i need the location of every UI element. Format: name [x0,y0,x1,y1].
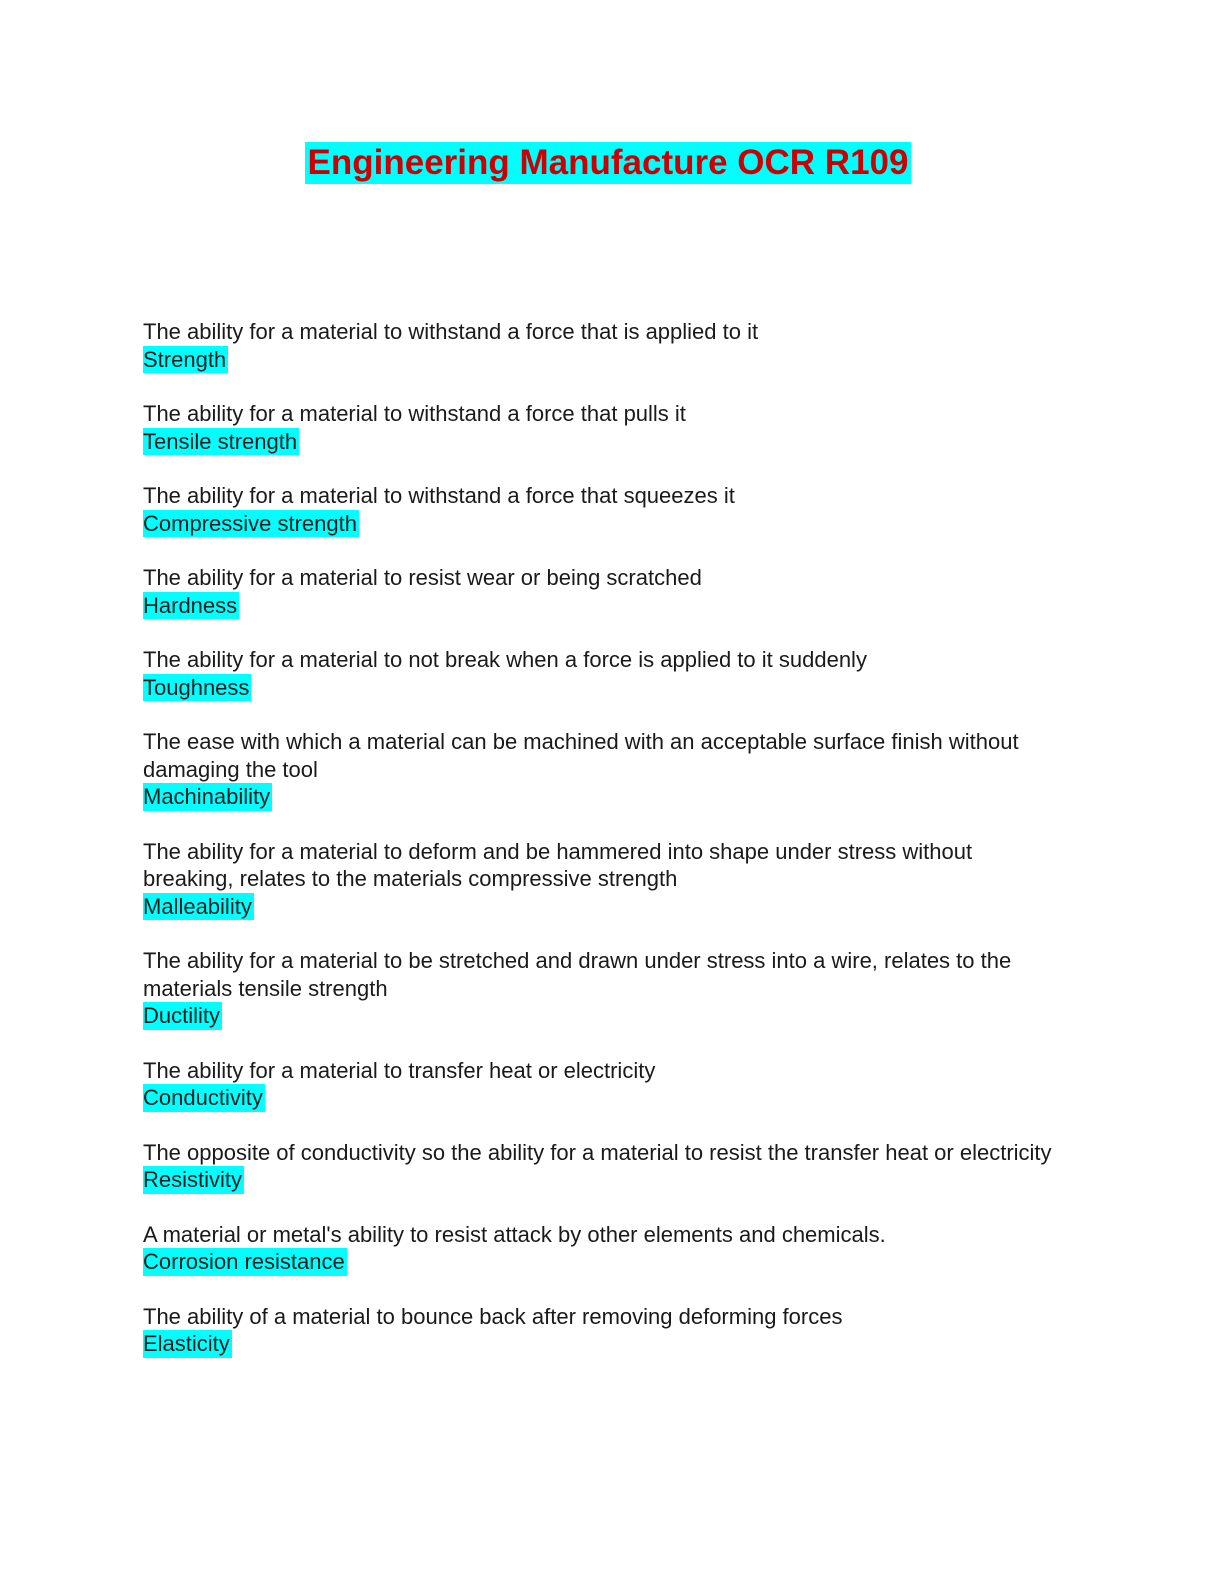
glossary-entry [143,728,1063,811]
glossary-entry [143,1221,1063,1276]
entry-definition: The ease with which a material can be machined with an acceptable surface finish without damaging the tool [143,729,1019,782]
glossary-entry [143,482,1063,537]
glossary-entry [143,646,1063,701]
title-container [0,142,1224,184]
entry-term: Elasticity [143,1331,230,1356]
entry-definition: The ability for a material to withstand a force that pulls it [143,401,686,426]
entry-term: Strength [143,346,227,372]
glossary-entry [143,1303,1063,1358]
entry-definition: The ability for a material to deform and be hammered into shape under stress without breaking, relates to the materials compressive strength [143,838,973,891]
glossary-entry [143,1139,1063,1194]
glossary-entry [143,318,1063,373]
entry-term: Tensile strength [143,428,298,454]
entry-definition: The ability for a material to be stretched and drawn under stress into a wire, relates to the materials tensile strength [143,948,1012,1001]
glossary-entry [143,400,1063,455]
entry-definition: The ability for a material to resist wear or being scratched [143,565,702,590]
glossary-entry [143,947,1063,1030]
glossary-entry [143,838,1063,921]
entry-definition: The ability for a material to withstand a force that squeezes it [143,483,735,508]
entry-definition: A material or metal's ability to resist attack by other elements and chemicals. [143,1221,886,1247]
entry-term: Conductivity [143,1085,263,1110]
entry-definition: The ability for a material to transfer heat or electricity [143,1057,656,1083]
entry-definition: The ability for a material to withstand a force that is applied to it [143,319,759,344]
entry-definition: The ability of a material to bounce back after removing deforming forces [143,1303,843,1329]
glossary-entry [143,1057,1063,1112]
document-title: Engineering Manufacture OCR R109 [305,142,912,184]
entry-term: Toughness [143,674,250,700]
entry-term: Machinability [143,784,271,809]
glossary-list [143,318,1063,1385]
entry-definition: The ability for a material to not break when a force is applied to it suddenly [143,647,867,672]
entry-term: Corrosion resistance [143,1249,345,1274]
entry-term: Compressive strength [143,510,357,536]
entry-term: Resistivity [143,1167,243,1192]
entry-term: Hardness [143,592,238,618]
entry-definition: The opposite of conductivity so the ability for a material to resist the transfer heat or electricity [143,1139,1052,1165]
glossary-entry [143,564,1063,619]
entry-term: Malleability [143,893,252,919]
entry-term: Ductility [143,1003,221,1028]
